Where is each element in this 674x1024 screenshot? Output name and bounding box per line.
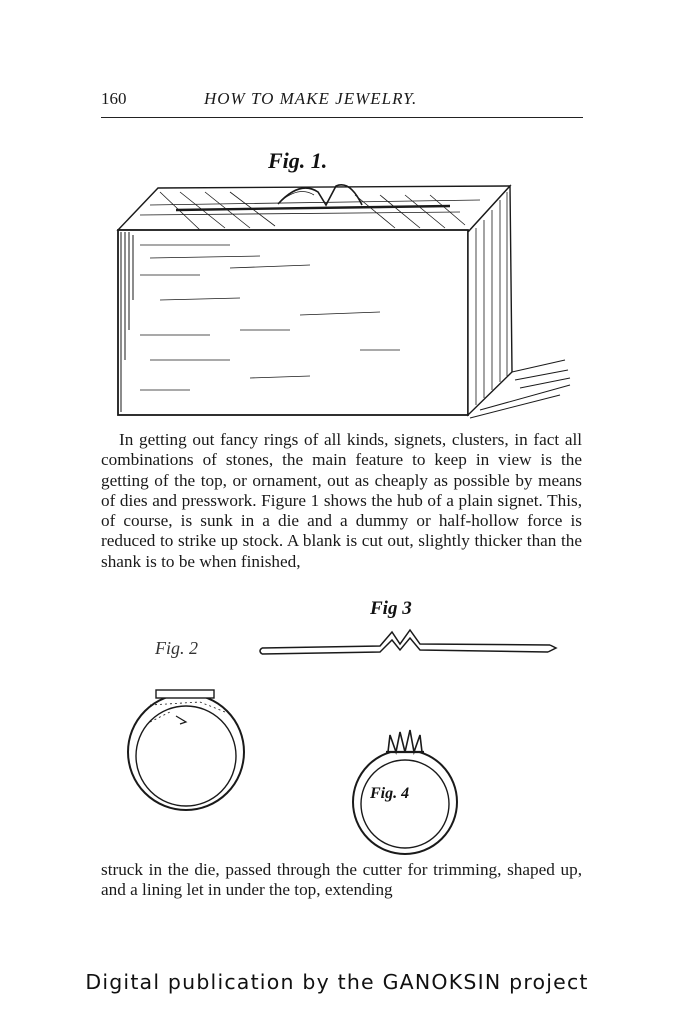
fig3-caption: Fig 3 (370, 598, 412, 619)
publication-credit: Digital publication by the GANOKSIN project (85, 970, 589, 994)
fig4-caption: Fig. 4 (370, 785, 410, 802)
fig2-signet-ring-illustration (128, 690, 244, 810)
fig1-caption: Fig. 1. (268, 148, 328, 173)
fig3-blank-strip-illustration (260, 630, 556, 654)
paragraph-1: In getting out fancy rings of all kinds, signets, clusters, in fact all combinations of stones, the main feature to keep in view is the getting of the top, or ornament, out as cheaply as possible by means of dies and presswork. Figure 1 shows the hub of a plain signet. This, of course, is sunk in a die and a dummy or half-hollow force is reduced to strike up stock. A blank is cut out, slightly thicker than the shank is to be when finished, (101, 430, 582, 571)
paragraph-2: struck in the die, passed through the cutter for trimming, shaped up, and a lining let in under the top, extending (101, 860, 582, 900)
fig2-caption: Fig. 2 (155, 638, 198, 658)
running-head: HOW TO MAKE JEWELRY. (204, 89, 418, 108)
page-number: 160 (101, 89, 127, 108)
fig1-die-block-illustration (118, 185, 570, 418)
